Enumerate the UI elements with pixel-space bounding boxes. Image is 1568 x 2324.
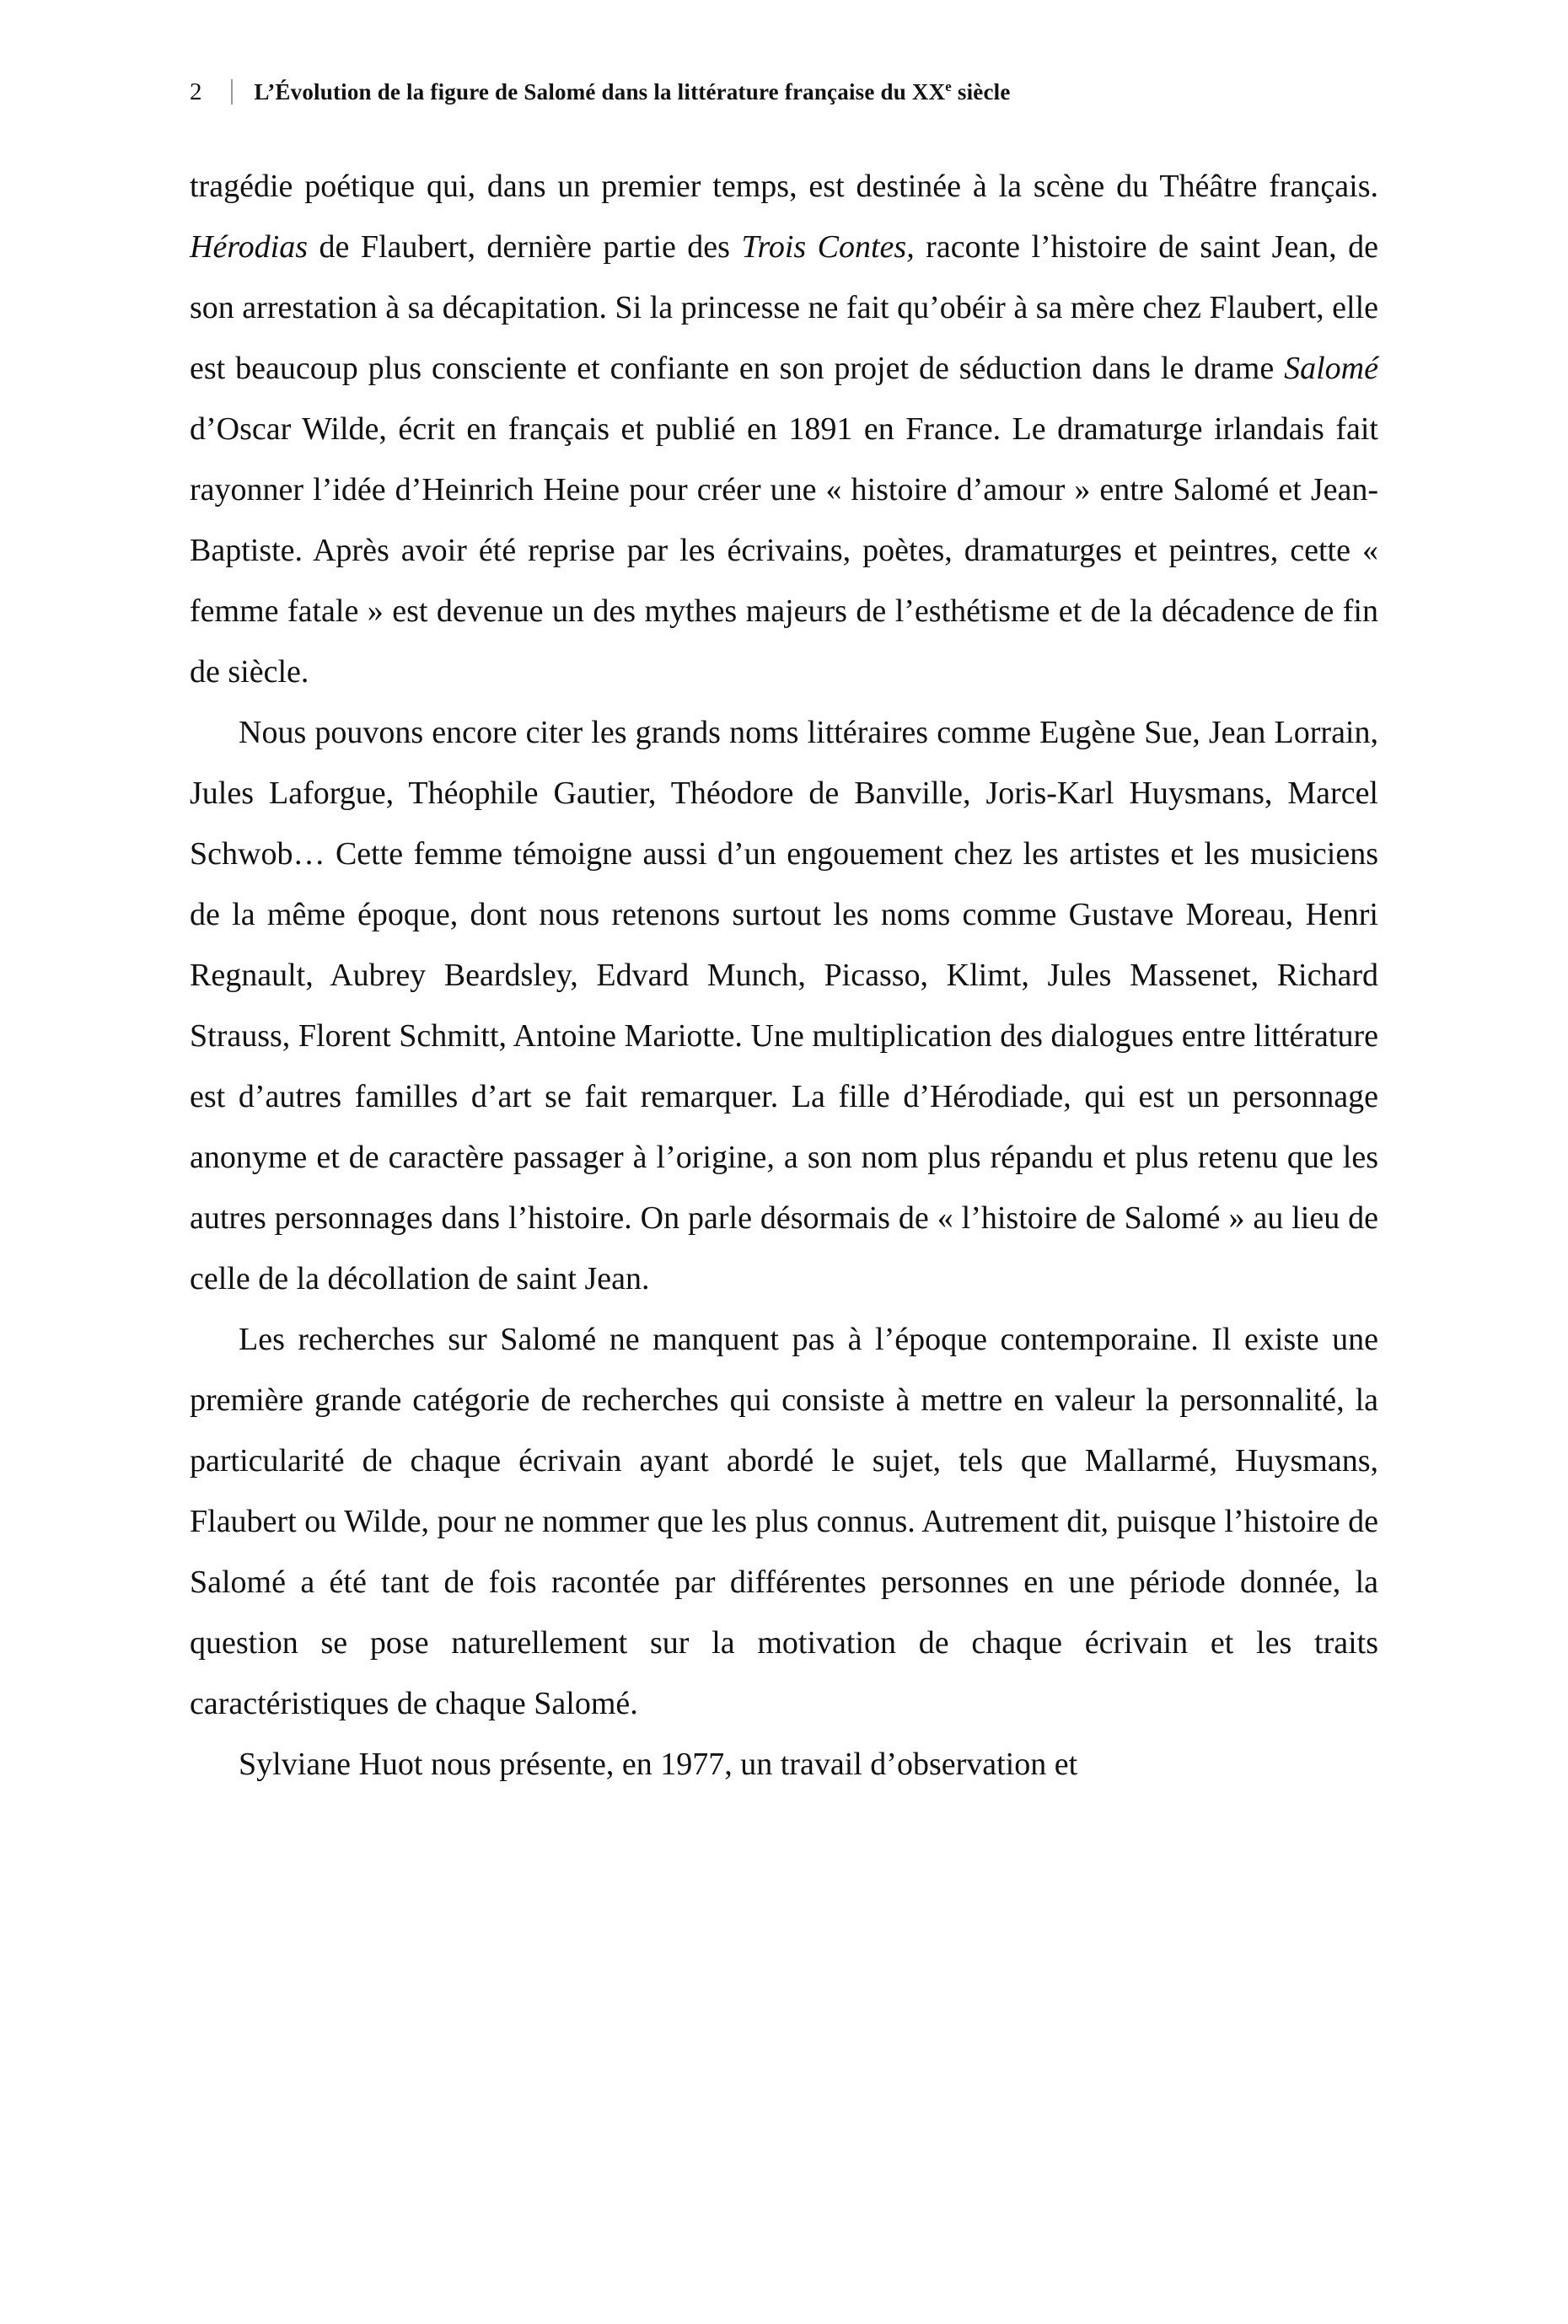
italic-text-run: Salomé [1284, 350, 1378, 386]
text-run: Sylviane Huot nous présente, en 1977, un travail d’observation et [239, 1746, 1078, 1782]
running-title [255, 78, 1011, 105]
text-run: raconte l’histoire de saint Jean, de son arrestation à sa décapitation. Si la princesse ne fait qu’obéir à sa mère chez Flaubert, elle est beaucoup plus consciente et confiante en son projet de séduction dans le drame [190, 228, 1378, 386]
text-run: de Flaubert, dernière partie des [308, 228, 742, 265]
italic-text-run: Trois Contes, [741, 228, 915, 265]
running-title-superscript: e [945, 78, 952, 94]
text-run: Nous pouvons encore citer les grands noms littéraires comme Eugène Sue, Jean Lorrain, Jules Laforgue, Théophile Gautier, Théodore de Banville, Joris-Karl Huysmans, Marcel Schwob… Cette femme témoigne aussi d’un engouement chez les artistes et les musiciens de la même époque, dont nous retenons surtout les noms comme Gustave Moreau, Henri Regnault, Aubrey Beardsley, Edvard Munch, Picasso, Klimt, Jules Massenet, Richard Strauss, Florent Schmitt, Antoine Mariotte. Une multiplication des dialogues entre littérature est d’autres familles d’art se fait remarquer. La fille d’Hérodiade, qui est un personnage anonyme et de caractère passager à l’origine, a son nom plus répandu et plus retenu que les autres personnages dans l’histoire. On parle désormais de « l’histoire de Salomé » au lieu de celle de la décollation de saint Jean. [190, 714, 1378, 1296]
text-run: tragédie poétique qui, dans un premier temps, est destinée à la scène du Théâtre français. [190, 168, 1378, 204]
italic-text-run: Hérodias [190, 228, 309, 265]
body-text [190, 156, 1378, 1795]
paragraph [190, 702, 1378, 1309]
header-separator [231, 79, 233, 105]
paragraph [190, 1309, 1378, 1734]
page-header [190, 78, 1378, 107]
running-title-end: siècle [951, 79, 1011, 105]
text-run: d’Oscar Wilde, écrit en français et publié en 1891 en France. Le dramaturge irlandais fait rayonner l’idée d’Heinrich Heine pour créer une « histoire d’amour » entre Salomé et Jean-Baptiste. Après avoir été reprise par les écrivains, poètes, dramaturges et peintres, cette « femme fatale » est devenue un des mythes majeurs de l’esthétisme et de la décadence de fin de siècle. [190, 411, 1378, 690]
paragraph [190, 156, 1378, 702]
text-run: Les recherches sur Salomé ne manquent pas à l’époque contemporaine. Il existe une première grande catégorie de recherches qui consiste à mettre en valeur la personnalité, la particularité de chaque écrivain ayant abordé le sujet, tels que Mallarmé, Huysmans, Flaubert ou Wilde, pour ne nommer que les plus connus. Autrement dit, puisque l’histoire de Salomé a été tant de fois racontée par différentes personnes en une période donnée, la question se pose naturellement sur la motivation de chaque écrivain et les traits caractéristiques de chaque Salomé. [190, 1321, 1378, 1721]
page-number: 2 [190, 78, 202, 105]
paragraph [190, 1734, 1378, 1795]
running-title-text: L’Évolution de la figure de Salomé dans la littérature française du XX [254, 79, 946, 105]
